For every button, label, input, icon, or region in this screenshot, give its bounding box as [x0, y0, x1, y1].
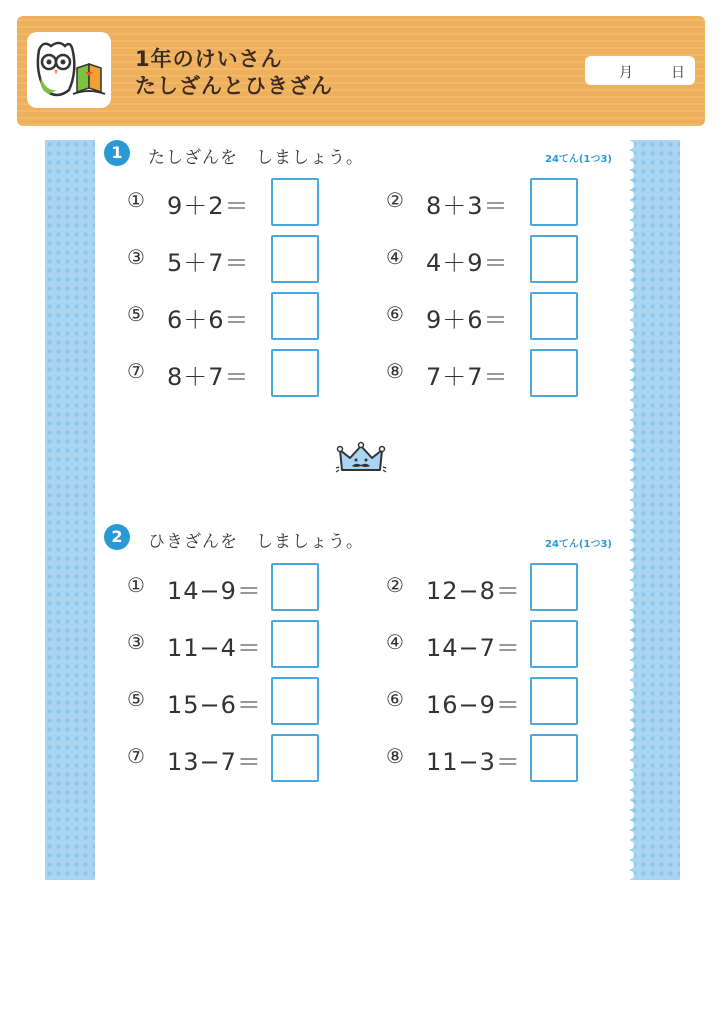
section-1-points: 24てん(1つ3) — [545, 154, 612, 165]
problem-number: ② — [386, 573, 404, 597]
problem-number: ③ — [127, 630, 145, 654]
section-2-title: ひきざんを しましょう。 — [148, 532, 364, 552]
answer-box[interactable] — [271, 620, 319, 668]
problem-number: ① — [127, 573, 145, 597]
worksheet-header — [17, 16, 705, 126]
left-scalloped-edge — [91, 140, 99, 880]
problem-number: ⑤ — [127, 302, 145, 326]
problem-expression: 8＋7＝ — [167, 363, 250, 391]
problem-number: ② — [386, 188, 404, 212]
right-scalloped-edge — [630, 140, 638, 880]
title-line-2: たしざんとひきざん — [135, 74, 333, 98]
problem-number: ③ — [127, 245, 145, 269]
problem-expression: 7＋7＝ — [426, 363, 509, 391]
problem-number: ⑧ — [386, 359, 404, 383]
problem-expression: 14−9＝ — [167, 577, 262, 605]
problem-expression: 15−6＝ — [167, 691, 262, 719]
month-label: 月 — [619, 65, 633, 81]
problem-expression: 8＋3＝ — [426, 192, 509, 220]
problem-expression: 9＋2＝ — [167, 192, 250, 220]
worksheet-title — [135, 46, 333, 100]
answer-box[interactable] — [271, 292, 319, 340]
section-1-title: たしざんを しましょう。 — [148, 148, 364, 168]
left-dotted-band — [45, 140, 95, 880]
owl-reading-book-icon — [27, 32, 111, 108]
answer-box[interactable] — [271, 178, 319, 226]
answer-box[interactable] — [530, 620, 578, 668]
section-2-points: 24てん(1つ3) — [545, 539, 612, 550]
problem-expression: 11−3＝ — [426, 748, 521, 776]
problem-number: ⑦ — [127, 359, 145, 383]
date-field[interactable] — [585, 56, 695, 85]
problem-number: ④ — [386, 630, 404, 654]
crown-character-icon — [334, 440, 388, 484]
day-label: 日 — [671, 65, 685, 81]
problem-number: ⑥ — [386, 302, 404, 326]
answer-box[interactable] — [271, 563, 319, 611]
answer-box[interactable] — [271, 235, 319, 283]
problem-number: ④ — [386, 245, 404, 269]
answer-box[interactable] — [271, 734, 319, 782]
section-2-number: 2 — [104, 524, 130, 550]
problem-number: ⑦ — [127, 744, 145, 768]
problem-number: ⑧ — [386, 744, 404, 768]
title-line-1: 1年のけいさん — [135, 47, 283, 71]
problem-expression: 12−8＝ — [426, 577, 521, 605]
problem-expression: 16−9＝ — [426, 691, 521, 719]
answer-box[interactable] — [271, 349, 319, 397]
problem-expression: 14−7＝ — [426, 634, 521, 662]
problem-number: ① — [127, 188, 145, 212]
answer-box[interactable] — [271, 677, 319, 725]
answer-box[interactable] — [530, 734, 578, 782]
answer-box[interactable] — [530, 349, 578, 397]
problem-expression: 6＋6＝ — [167, 306, 250, 334]
problem-expression: 11−4＝ — [167, 634, 262, 662]
answer-box[interactable] — [530, 677, 578, 725]
answer-box[interactable] — [530, 563, 578, 611]
answer-box[interactable] — [530, 292, 578, 340]
problem-expression: 9＋6＝ — [426, 306, 509, 334]
section-1-number: 1 — [104, 140, 130, 166]
answer-box[interactable] — [530, 178, 578, 226]
problem-expression: 5＋7＝ — [167, 249, 250, 277]
problem-expression: 4＋9＝ — [426, 249, 509, 277]
problem-number: ⑤ — [127, 687, 145, 711]
answer-box[interactable] — [530, 235, 578, 283]
problem-number: ⑥ — [386, 687, 404, 711]
problem-expression: 13−7＝ — [167, 748, 262, 776]
